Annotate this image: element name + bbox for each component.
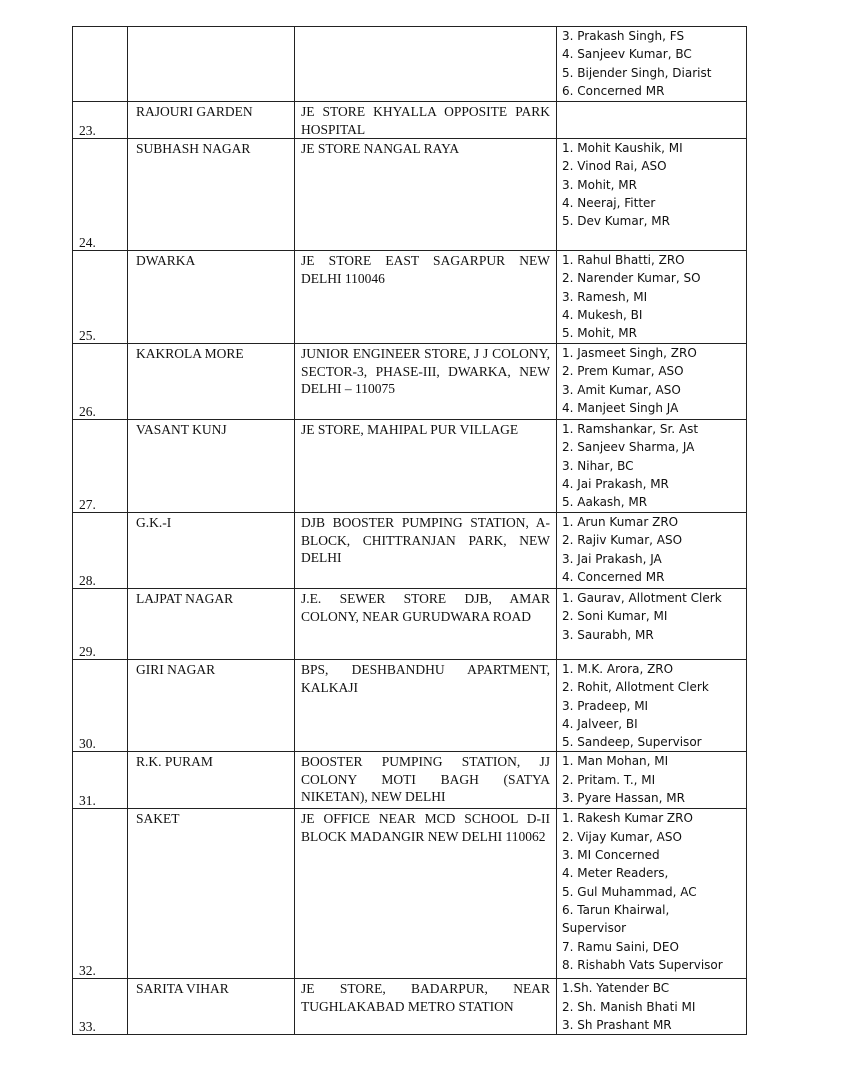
store-address: DJB BOOSTER PUMPING STATION, A-BLOCK, CHITTRANJAN PARK, NEW DELHI xyxy=(295,513,557,589)
staff-member: 5. Gul Muhammad, AC xyxy=(562,884,697,899)
document-page xyxy=(72,26,747,1035)
staff-member: 4. Jalveer, BI xyxy=(562,716,638,731)
serial-number-cell xyxy=(73,752,128,809)
table-row xyxy=(73,27,747,102)
staff-member: 2. Vijay Kumar, ASO xyxy=(562,829,682,844)
staff-member: 2. Prem Kumar, ASO xyxy=(562,364,684,379)
staff-member: 1. Mohit Kaushik, MI xyxy=(562,141,683,155)
staff-list xyxy=(557,589,747,660)
staff-member: 1. Arun Kumar ZRO xyxy=(562,515,679,529)
staff-member: 2. Rohit, Allotment Clerk xyxy=(562,680,709,695)
staff-member: 2. Vinod Rai, ASO xyxy=(562,159,667,174)
store-address: JUNIOR ENGINEER STORE, J J COLONY, SECTOR-3, PHASE-III, DWARKA, NEW DELHI – 110075 xyxy=(295,344,557,420)
area-name: SAKET xyxy=(128,809,295,979)
table-body xyxy=(73,27,747,1035)
staff-member: 4. Sanjeev Kumar, BC xyxy=(562,47,692,62)
area-name: R.K. PURAM xyxy=(128,752,295,809)
serial-number-cell xyxy=(73,660,128,752)
staff-member: 8. Rishabh Vats Supervisor xyxy=(562,957,723,972)
serial-number-cell xyxy=(73,513,128,589)
store-address: JE STORE NANGAL RAYA xyxy=(295,139,557,251)
staff-member: 4. Manjeet Singh JA xyxy=(562,400,679,415)
staff-member: 2. Rajiv Kumar, ASO xyxy=(562,533,683,548)
area-name: SARITA VIHAR xyxy=(128,979,295,1035)
store-address: JE OFFICE NEAR MCD SCHOOL D-II BLOCK MADANGIR NEW DELHI 110062 xyxy=(295,809,557,979)
serial-number: 31. xyxy=(79,793,96,809)
staff-list xyxy=(557,344,747,420)
staff-allocation-table xyxy=(72,26,747,1035)
staff-list xyxy=(557,420,747,513)
staff-member: 1. Ramshankar, Sr. Ast xyxy=(562,422,699,436)
staff-member: 4. Mukesh, BI xyxy=(562,307,643,322)
store-address: J.E. SEWER STORE DJB, AMAR COLONY, NEAR GURUDWARA ROAD xyxy=(295,589,557,660)
staff-member: 5. Bijender Singh, Diarist xyxy=(562,65,712,80)
staff-member: 3. Prakash Singh, FS xyxy=(562,29,685,43)
staff-member: 4. Concerned MR xyxy=(562,569,665,584)
staff-member: Supervisor xyxy=(562,921,627,936)
area-name: G.K.-I xyxy=(128,513,295,589)
staff-list xyxy=(557,979,747,1035)
staff-member: 2. Sh. Manish Bhati MI xyxy=(562,999,696,1014)
store-address: JE STORE, BADARPUR, NEAR TUGHLAKABAD METRO STATION xyxy=(295,979,557,1035)
table-row xyxy=(73,979,747,1035)
serial-number: 33. xyxy=(79,1019,96,1035)
area-name: KAKROLA MORE xyxy=(128,344,295,420)
area-name: DWARKA xyxy=(128,251,295,344)
table-row xyxy=(73,251,747,344)
serial-number: 28. xyxy=(79,573,96,588)
staff-member: 4. Jai Prakash, MR xyxy=(562,476,669,491)
serial-number-cell xyxy=(73,979,128,1035)
staff-list xyxy=(557,251,747,344)
staff-member: 3. Saurabh, MR xyxy=(562,627,654,642)
staff-member: 2. Narender Kumar, SO xyxy=(562,271,701,286)
staff-member: 1. Man Mohan, MI xyxy=(562,754,669,769)
staff-member: 3. Sh Prashant MR xyxy=(562,1018,672,1033)
staff-member: 3. Nihar, BC xyxy=(562,458,634,473)
store-address: JE STORE EAST SAGARPUR NEW DELHI 110046 xyxy=(295,251,557,344)
area-name: LAJPAT NAGAR xyxy=(128,589,295,660)
staff-member: 5. Sandeep, Supervisor xyxy=(562,735,702,750)
serial-number: 23. xyxy=(79,123,96,138)
table-row xyxy=(73,752,747,809)
staff-member: 5. Dev Kumar, MR xyxy=(562,214,670,229)
serial-number: 30. xyxy=(79,736,96,752)
serial-number: 26. xyxy=(79,404,96,419)
staff-member: 2. Pritam. T., MI xyxy=(562,772,656,787)
staff-member: 3. Pradeep, MI xyxy=(562,698,649,713)
table-row xyxy=(73,139,747,251)
staff-member: 7. Ramu Saini, DEO xyxy=(562,939,679,954)
staff-member: 1. Jasmeet Singh, ZRO xyxy=(562,346,697,360)
store-address: BPS, DESHBANDHU APARTMENT, KALKAJI xyxy=(295,660,557,752)
staff-member: 6. Concerned MR xyxy=(562,83,665,98)
staff-member: 3. MI Concerned xyxy=(562,848,660,863)
staff-member: 6. Tarun Khairwal, xyxy=(562,902,670,917)
serial-number-cell xyxy=(73,420,128,513)
serial-number: 24. xyxy=(79,235,96,250)
serial-number-cell xyxy=(73,344,128,420)
serial-number: 32. xyxy=(79,963,96,979)
area-name: RAJOURI GARDEN xyxy=(128,102,295,139)
serial-number-cell xyxy=(73,589,128,660)
store-address: JE STORE KHYALLA OPPOSITE PARK HOSPITAL xyxy=(295,102,557,139)
serial-number-cell xyxy=(73,139,128,251)
staff-member: 5. Mohit, MR xyxy=(562,326,637,341)
staff-member: 5. Aakash, MR xyxy=(562,495,648,510)
store-address xyxy=(295,27,557,102)
staff-member: 2. Sanjeev Sharma, JA xyxy=(562,440,695,455)
staff-list xyxy=(557,660,747,752)
staff-member: 1. Rahul Bhatti, ZRO xyxy=(562,253,685,267)
staff-member: 2. Soni Kumar, MI xyxy=(562,609,668,624)
staff-list xyxy=(557,27,747,102)
staff-member: 3. Jai Prakash, JA xyxy=(562,551,662,566)
serial-number-cell xyxy=(73,27,128,102)
staff-list xyxy=(557,809,747,979)
staff-member: 4. Neeraj, Fitter xyxy=(562,195,656,210)
staff-member: 3. Amit Kumar, ASO xyxy=(562,382,681,397)
staff-list xyxy=(557,513,747,589)
serial-number-cell xyxy=(73,251,128,344)
area-name: SUBHASH NAGAR xyxy=(128,139,295,251)
area-name xyxy=(128,27,295,102)
table-row xyxy=(73,809,747,979)
staff-member: 1.Sh. Yatender BC xyxy=(562,981,670,996)
table-row xyxy=(73,344,747,420)
staff-member: 4. Meter Readers, xyxy=(562,866,669,881)
area-name: VASANT KUNJ xyxy=(128,420,295,513)
table-row xyxy=(73,420,747,513)
staff-list xyxy=(557,139,747,251)
staff-member: 3. Pyare Hassan, MR xyxy=(562,791,685,806)
area-name: GIRI NAGAR xyxy=(128,660,295,752)
staff-member: 3. Ramesh, MI xyxy=(562,289,648,304)
staff-member: 1. Gaurav, Allotment Clerk xyxy=(562,591,722,605)
serial-number: 29. xyxy=(79,644,96,659)
store-address: BOOSTER PUMPING STATION, JJ COLONY MOTI BAGH (SATYA NIKETAN), NEW DELHI xyxy=(295,752,557,809)
serial-number: 27. xyxy=(79,497,96,512)
staff-member: 1. Rakesh Kumar ZRO xyxy=(562,811,693,826)
serial-number-cell xyxy=(73,809,128,979)
table-row xyxy=(73,660,747,752)
staff-member: 3. Mohit, MR xyxy=(562,177,637,192)
store-address: JE STORE, MAHIPAL PUR VILLAGE xyxy=(295,420,557,513)
table-row xyxy=(73,589,747,660)
serial-number-cell xyxy=(73,102,128,139)
staff-list xyxy=(557,752,747,809)
staff-list xyxy=(557,102,747,139)
table-row xyxy=(73,102,747,139)
staff-member: 1. M.K. Arora, ZRO xyxy=(562,662,674,676)
serial-number: 25. xyxy=(79,328,96,343)
table-row xyxy=(73,513,747,589)
